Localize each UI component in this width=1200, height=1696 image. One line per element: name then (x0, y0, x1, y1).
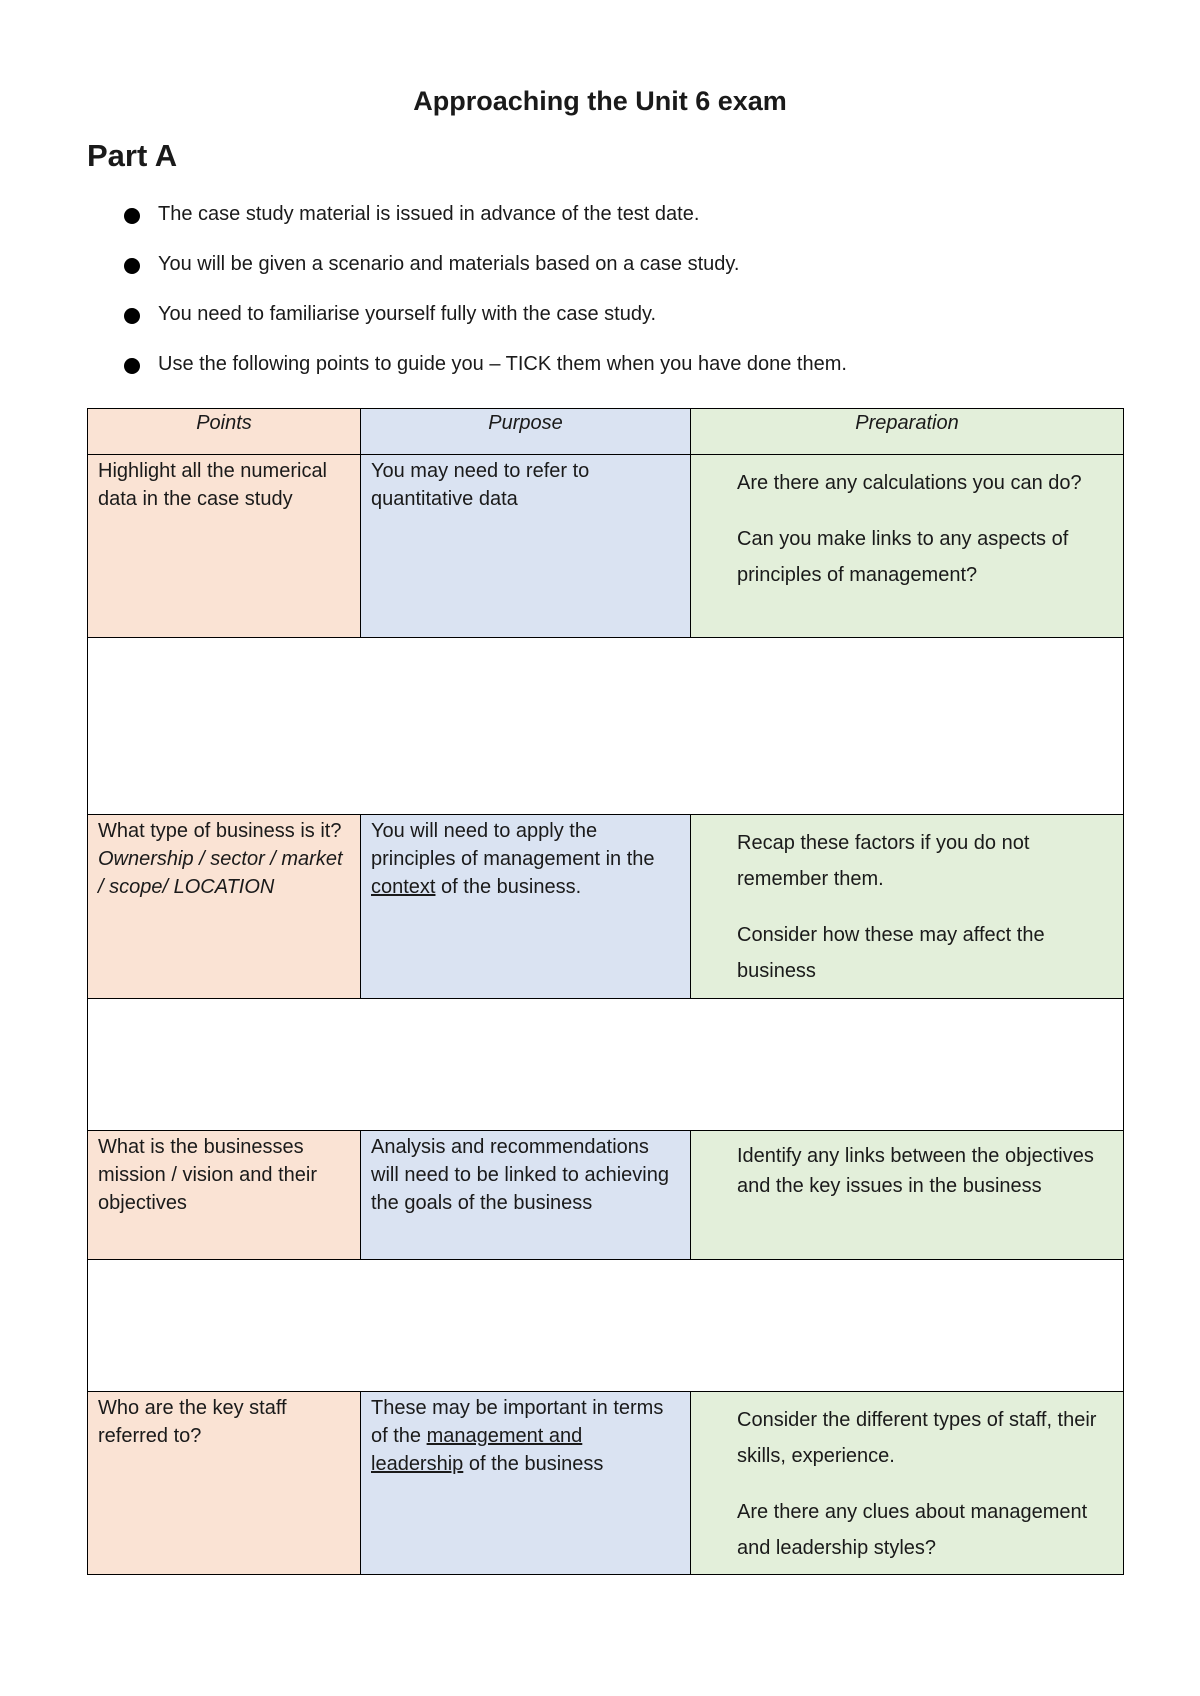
preparation-text: Can you make links to any aspects of principles of management? (737, 528, 1069, 586)
table-row (88, 1131, 1124, 1260)
purpose-cell: You may need to refer to quantitative data (361, 455, 691, 638)
preparation-text: Identify any links between the objectives and the key issues in the business (737, 1145, 1094, 1197)
preparation-cell (691, 815, 1124, 999)
preparation-text: Recap these factors if you do not remember them. (737, 832, 1030, 890)
tick-space-row (88, 1260, 1124, 1392)
preparation-text: Are there any clues about management and leadership styles? (737, 1501, 1088, 1559)
table-row (88, 1392, 1124, 1575)
preparation-table (87, 408, 1124, 1575)
header-preparation: Preparation (691, 409, 1124, 455)
points-italic-text: Ownership / sector / market / scope/ LOCATION (98, 848, 343, 898)
underlined-text: context (371, 876, 436, 898)
tick-space-cell[interactable] (88, 638, 1124, 815)
bullet-icon (124, 358, 140, 374)
bullet-text: The case study material is issued in advance of the test date. (158, 203, 700, 225)
preparation-text: Consider how these may affect the business (737, 924, 1045, 982)
preparation-cell (691, 1392, 1124, 1575)
table-row (88, 815, 1124, 999)
purpose-cell: These may be important in terms of the management and leadership of the business (361, 1392, 691, 1575)
preparation-cell (691, 1131, 1124, 1260)
bullet-icon (124, 258, 140, 274)
tick-space-cell[interactable] (88, 1260, 1124, 1392)
header-purpose: Purpose (361, 409, 691, 455)
tick-space-cell[interactable] (88, 999, 1124, 1131)
part-heading: Part A (87, 138, 178, 173)
table-row (88, 455, 1124, 638)
points-cell: Highlight all the numerical data in the case study (88, 455, 361, 638)
tick-space-row (88, 999, 1124, 1131)
purpose-cell: Analysis and recommendations will need to be linked to achieving the goals of the business (361, 1131, 691, 1260)
bullet-item (122, 202, 847, 252)
table-header-row (88, 409, 1124, 455)
bullet-text: You need to familiarise yourself fully with the case study. (158, 303, 657, 325)
purpose-cell: You will need to apply the principles of management in the context of the business. (361, 815, 691, 999)
bullet-item (122, 352, 847, 402)
document-title: Approaching the Unit 6 exam (413, 86, 787, 116)
bullet-list (122, 202, 847, 402)
tick-space-row (88, 638, 1124, 815)
bullet-icon (124, 308, 140, 324)
header-points: Points (88, 409, 361, 455)
preparation-text: Consider the different types of staff, their skills, experience. (737, 1409, 1097, 1467)
points-cell: What type of business is it? Ownership / sector / market / scope/ LOCATION (88, 815, 361, 999)
bullet-item (122, 302, 847, 352)
bullet-item (122, 252, 847, 302)
points-cell: What is the businesses mission / vision and their objectives (88, 1131, 361, 1260)
bullet-text: You will be given a scenario and materials based on a case study. (158, 253, 740, 275)
preparation-cell (691, 455, 1124, 638)
preparation-text: Are there any calculations you can do? (737, 472, 1082, 494)
bullet-text: Use the following points to guide you – TICK them when you have done them. (158, 353, 847, 375)
points-cell: Who are the key staff referred to? (88, 1392, 361, 1575)
bullet-icon (124, 208, 140, 224)
underlined-text: management and leadership (371, 1425, 583, 1475)
